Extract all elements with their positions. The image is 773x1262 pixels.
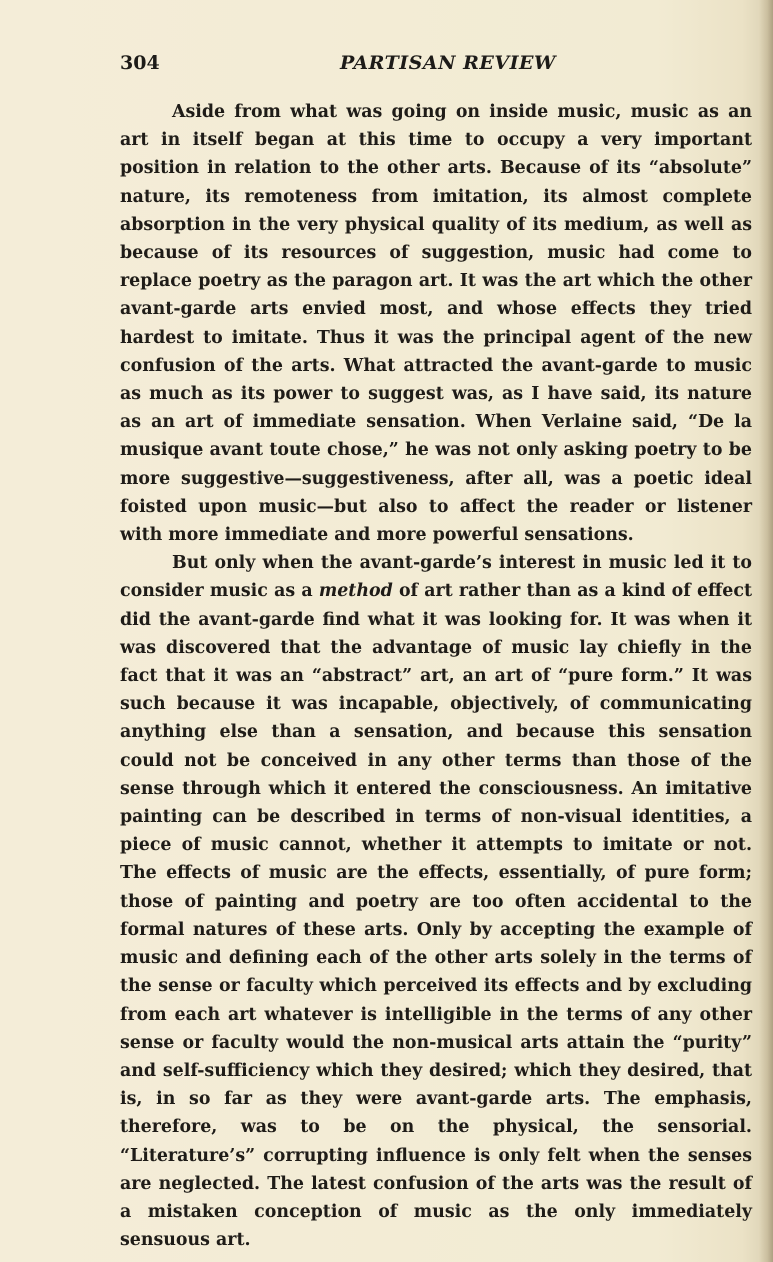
paragraph-2-part-1: But only when the avant-garde’s interest in music led it to consider music as a	[120, 553, 752, 602]
page-header	[120, 52, 760, 84]
paragraph-2	[120, 549, 752, 1254]
running-head: PARTISAN REVIEW	[340, 52, 556, 74]
emphasized-word: method	[318, 581, 393, 602]
paragraph-2-part-2: of art rather than as a kind of effect did the avant-garde find what it was looking for. It was when it was discovered that the advantage of music lay chiefly in the fact that it was an “abstract” art, an art of “pure form.” It was such because it was incapable, objectively, of communicating anything else than a sensation, and because this sensation could not be conceived in any other terms than those of the sense through which it entered the consciousness. An imitative painting can be described in terms of non-visual identities, a piece of music cannot, whether it attempts to imitate or not. The effects of music are the effects, essentially, of pure form; those of painting and poetry are too often accidental to the formal natures of these arts. Only by accepting the example of music and defining each of the other arts solely in the terms of the sense or faculty which perceived its effects and by excluding from each art whatever is intelligible in the terms of any other sense or faculty would the non-musical arts attain the “purity” and self-sufficiency which they desired; which they desired, that is, in so far as they were avant-garde arts. The emphasis, therefore, was to be on the physical, the sensorial. “Literature’s” corrupting influence is only felt when the senses are neglected. The latest confusion of the arts was the result of a mistaken conception of music as the only immediately sensuous art.	[120, 581, 752, 1251]
body-text	[120, 98, 752, 1254]
page-edge-shadow	[759, 0, 773, 1262]
paragraph-1: Aside from what was going on inside music, music as an art in itself began at this time to occupy a very important position in relation to the other arts. Because of its “absolute” nature, its remoteness from imitation, its almost complete absorption in the very physical quality of its medium, as well as because of its resources of suggestion, music had come to replace poetry as the paragon art. It was the art which the other avant-garde arts envied most, and whose effects they tried hardest to imitate. Thus it was the principal agent of the new confusion of the arts. What attracted the avant-garde to music as much as its power to suggest was, as I have said, its nature as an art of immediate sensation. When Verlaine said, “De la musique avant toute chose,” he was not only asking poetry to be more suggestive—suggestiveness, after all, was a poetic ideal foisted upon music—but also to affect the reader or listener with more immediate and more powerful sensations.	[120, 102, 752, 546]
page-number: 304	[120, 52, 160, 74]
